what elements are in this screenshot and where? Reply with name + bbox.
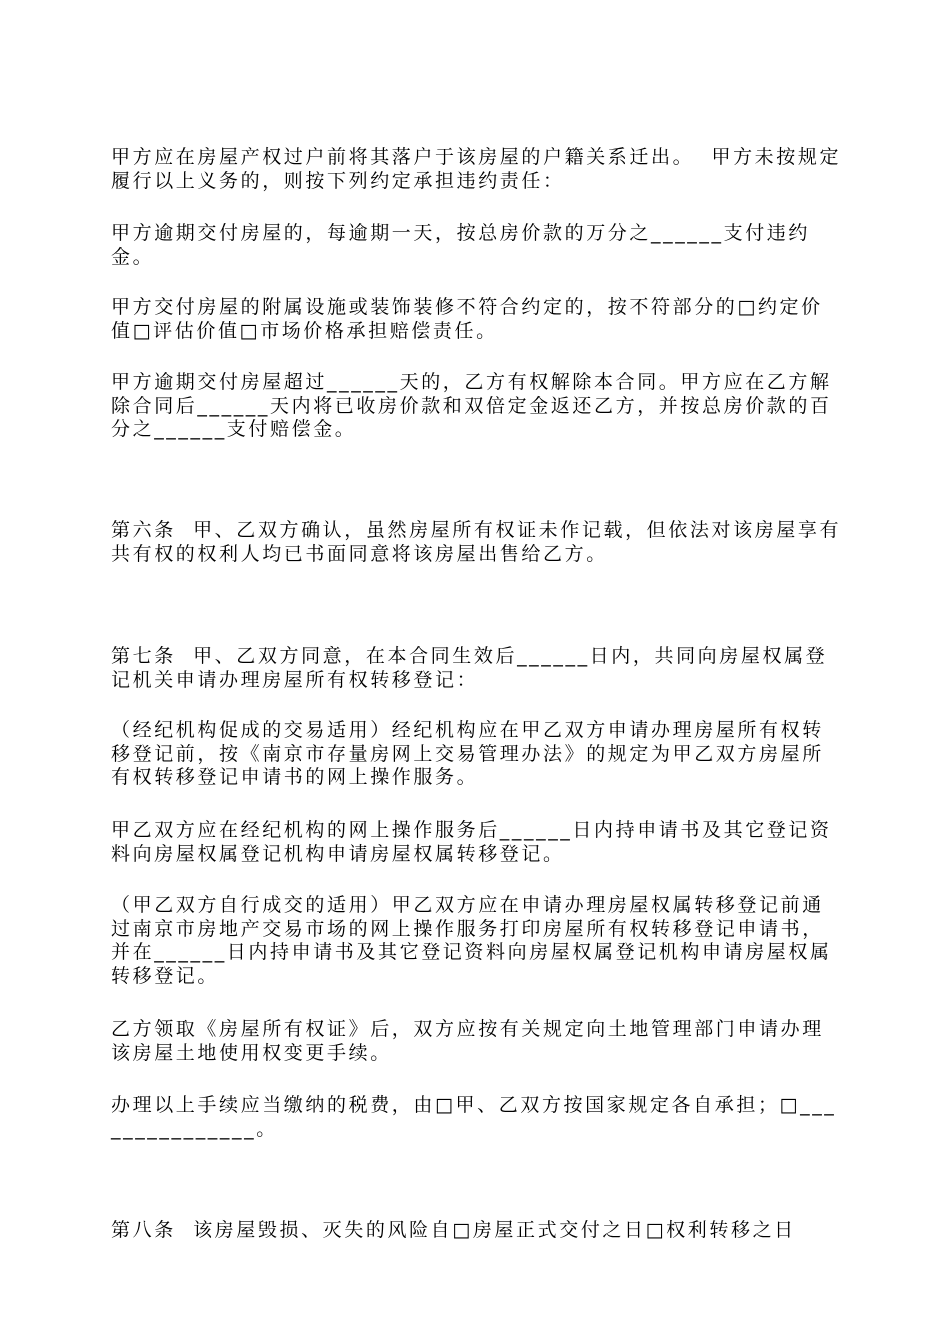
paragraph-self-transaction: （甲乙双方自行成交的适用）甲乙双方应在申请办理房屋权属转移登记前通过南京市房地产交易市场的网上操作服务打印房屋所有权转移登记申请书，并在______日内持申请书及其它登记资料向房屋权属登记机构申请房屋权属转移登记。 xyxy=(111,894,832,987)
paragraph-late-delivery-penalty: 甲方逾期交付房屋的，每逾期一天，按总房价款的万分之______支付违约金。 xyxy=(111,222,811,268)
paragraph-registration-deadline: 甲乙双方应在经纪机构的网上操作服务后______日内持申请书及其它登记资料向房屋权属登记机构申请房屋权属转移登记。 xyxy=(111,819,832,865)
article-7: 第七条 甲、乙双方同意，在本合同生效后______日内，共同向房屋权属登记机关申请办理房屋所有权转移登记： xyxy=(111,645,828,691)
paragraph-taxes-fees: 办理以上手续应当缴纳的税费，由□甲、乙双方按国家规定各自承担；□_______________。 xyxy=(111,1094,837,1140)
article-6: 第六条 甲、乙双方确认，虽然房屋所有权证未作记载，但依法对该房屋享有共有权的权利人均已书面同意将该房屋出售给乙方。 xyxy=(111,519,842,565)
paragraph-land-use-rights: 乙方领取《房屋所有权证》后，双方应按有关规定向土地管理部门申请办理该房屋土地使用权变更手续。 xyxy=(111,1018,824,1064)
paragraph-household-registration: 甲方应在房屋产权过户前将其落户于该房屋的户籍关系迁出。 甲方未按规定履行以上义务的，则按下列约定承担违约责任： xyxy=(111,146,842,192)
article-8: 第八条 该房屋毁损、灭失的风险自□房屋正式交付之日□权利转移之日 xyxy=(111,1219,796,1241)
paragraph-facilities-compensation: 甲方交付房屋的附属设施或装饰装修不符合约定的，按不符部分的□约定价值□评估价值□市场价格承担赔偿责任。 xyxy=(111,296,823,342)
paragraph-contract-termination: 甲方逾期交付房屋超过______天的，乙方有权解除本合同。甲方应在乙方解除合同后______天内将已收房价款和双倍定金返还乙方，并按总房价款的百分之______支付赔偿金。 xyxy=(111,371,832,440)
paragraph-agency-transaction: （经纪机构促成的交易适用）经纪机构应在甲乙双方申请办理房屋所有权转移登记前，按《南京市存量房网上交易管理办法》的规定为甲乙双方房屋所有权转移登记申请书的网上操作服务。 xyxy=(111,719,824,788)
